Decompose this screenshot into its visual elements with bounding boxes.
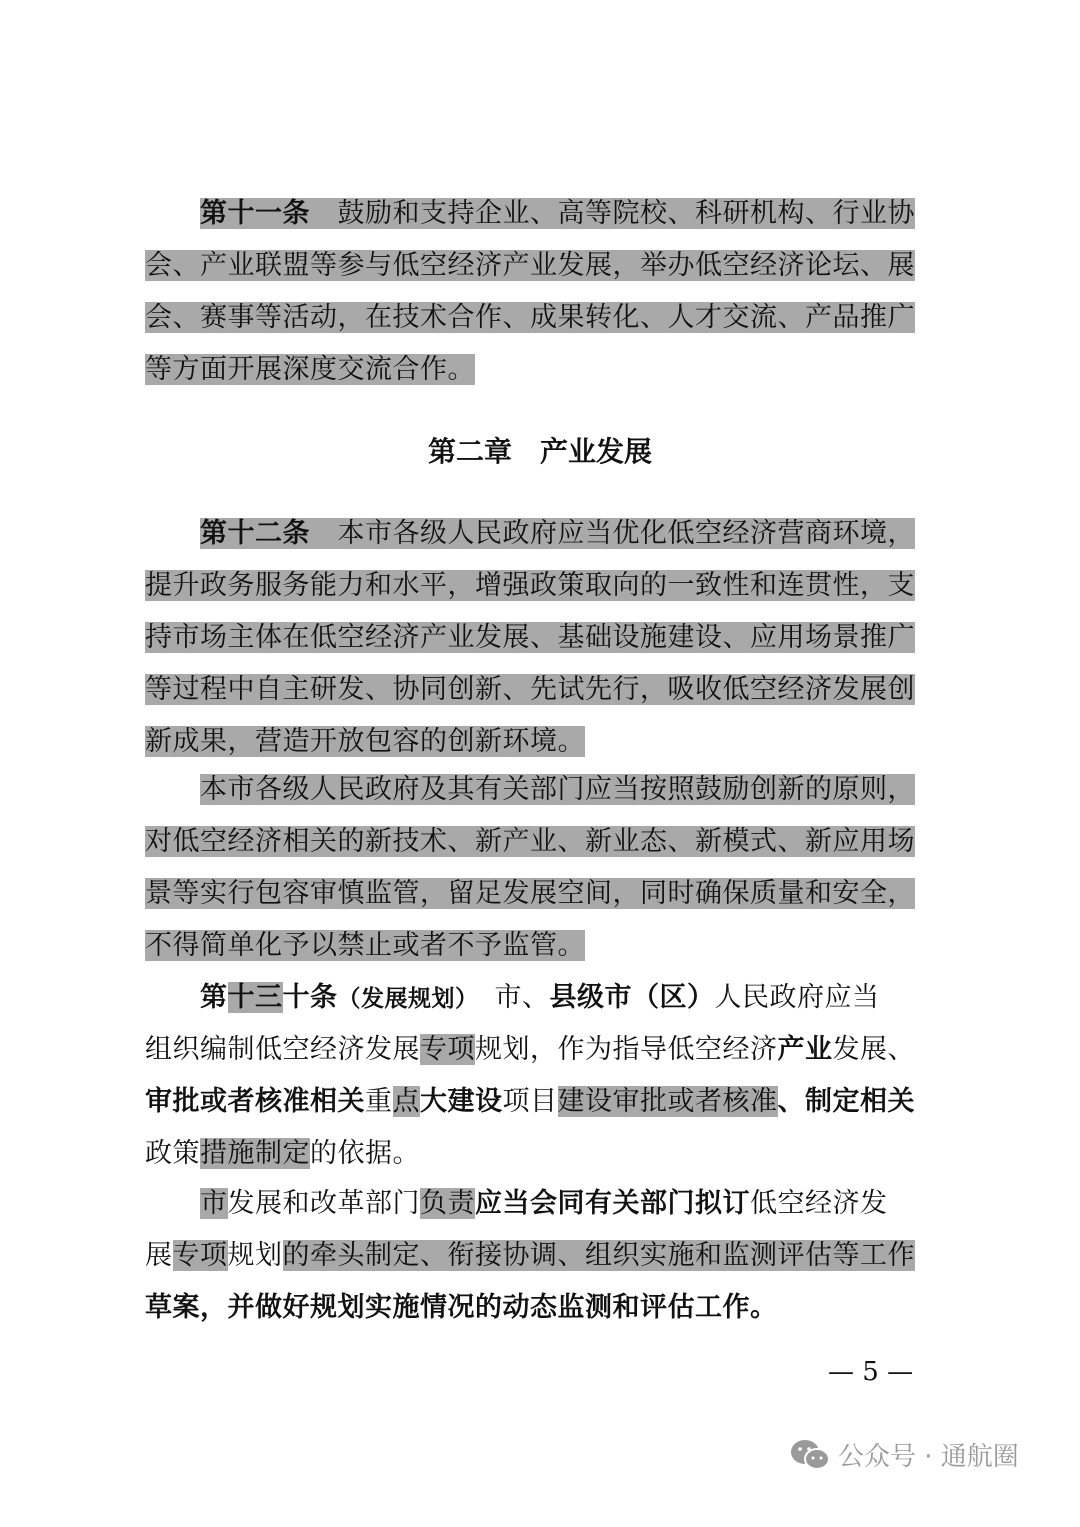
article-13-p2-text-1c: 负责 [420, 1188, 475, 1219]
article-12-text-4: 等过程中自主研发、协同创新、先试先行，吸收低空经济发展创 [145, 674, 915, 705]
article-12-text-1: 本市各级人民政府应当优化低空经济营商环境， [337, 518, 915, 549]
article-13-p2-text-1b: 发展和改革部门 [227, 1188, 420, 1219]
article-12-line-2 [145, 560, 945, 612]
article-11-text-4: 等方面开展深度交流合作。 [145, 354, 475, 385]
article-12-p2-text-4: 不得简单化予以禁止或者不予监管。 [145, 930, 585, 961]
article-13-text-3e: 项目 [502, 1086, 558, 1117]
article-13-subtitle: （发展规划） [337, 986, 467, 1012]
article-12-p2-text-2: 对低空经济相关的新技术、新产业、新业态、新模式、新应用场 [145, 826, 915, 857]
article-13-p2-text-1d: 应当会同有关部门拟订 [475, 1188, 750, 1219]
article-12-line-3 [145, 612, 945, 664]
article-11-line-4 [145, 344, 945, 396]
article-11-text-2: 会、产业联盟等参与低空经济产业发展，举办低空经济论坛、展 [145, 250, 915, 281]
article-13-text-3g: 、制定相关 [777, 1086, 915, 1117]
article-12-p2-line-3 [145, 868, 945, 920]
article-13-text-2a: 组织编制低空经济发展 [145, 1034, 420, 1065]
article-13-text-1a: 市、 [467, 982, 550, 1013]
article-12-p2-line-1 [145, 764, 945, 816]
article-13-p2-line-3 [145, 1282, 945, 1334]
article-13-text-4a: 政策 [145, 1138, 200, 1169]
article-11-line-1 [145, 188, 945, 240]
article-13-p2-text-1e: 低空经济发 [750, 1188, 888, 1219]
article-12-line-4 [145, 664, 945, 716]
watermark [790, 1436, 1019, 1473]
article-13-p2-line-2 [145, 1230, 945, 1282]
article-13-line-1 [145, 972, 945, 1024]
article-13-heading-suffix: 十条 [282, 982, 338, 1013]
article-13-text-1b: 县级市（区） [549, 982, 715, 1013]
article-13-p2-line-1 [145, 1178, 945, 1230]
article-13-heading-insert: 十三 [227, 982, 283, 1013]
article-11-line-2 [145, 240, 945, 292]
article-12-p2-text-1: 本市各级人民政府及其有关部门应当按照鼓励创新的原则， [200, 774, 915, 805]
article-12-p2-line-2 [145, 816, 945, 868]
article-12-p2-line-4 [145, 920, 945, 972]
article-13-p2-text-2c: 规划 [227, 1240, 283, 1271]
article-13-heading-prefix: 第 [200, 982, 228, 1013]
article-13-p2-text-3: 草案，并做好规划实施情况的动态监测和评估工作。 [145, 1292, 778, 1323]
watermark-text: 公众号 · 通航圈 [838, 1442, 1019, 1472]
article-13-line-4 [145, 1128, 945, 1180]
article-12-p2-text-3: 景等实行包容审慎监管，留足发展空间，同时确保质量和安全， [145, 878, 915, 909]
article-13-text-2d: 产业 [777, 1034, 833, 1065]
article-13-text-2e: 发展、 [832, 1034, 915, 1065]
article-13-text-1c: 人民政府应当 [714, 982, 880, 1013]
article-13-text-2c: 规划，作为指导低空经济 [475, 1034, 778, 1065]
article-13-p2-text-1a: 市 [200, 1188, 228, 1219]
article-13-text-4b: 措施制定 [200, 1138, 310, 1169]
article-13-p2-text-2a: 展 [145, 1240, 173, 1271]
article-13-text-4c: 的依据。 [310, 1138, 420, 1169]
article-11-heading: 第十一条 [200, 198, 310, 229]
article-13-text-2b: 专项 [420, 1034, 475, 1065]
article-12-text-2: 提升政务服务能力和水平，增强政策取向的一致性和连贯性，支 [145, 570, 915, 601]
article-11-text-1: 鼓励和支持企业、高等院校、科研机构、行业协 [337, 198, 915, 229]
article-13-line-2 [145, 1024, 945, 1076]
article-13-text-3d: 大建设 [420, 1086, 503, 1117]
wechat-icon [790, 1438, 830, 1472]
article-12-heading: 第十二条 [200, 518, 310, 549]
article-13-text-3a: 审批或者核准相关 [145, 1086, 365, 1117]
article-13-text-3b: 重 [365, 1086, 393, 1117]
article-13-p2-text-2b: 专项 [172, 1240, 228, 1271]
article-13-line-3 [145, 1076, 945, 1128]
article-13-text-3c: 点 [392, 1086, 420, 1117]
article-12-text-3: 持市场主体在低空经济产业发展、基础设施建设、应用场景推广 [145, 622, 915, 653]
article-11-text-3: 会、赛事等活动，在技术合作、成果转化、人才交流、产品推广 [145, 302, 915, 333]
article-11-line-3 [145, 292, 945, 344]
chapter-title: 第二章 产业发展 [427, 435, 652, 468]
article-12-line-5 [145, 716, 945, 768]
article-12-line-1 [145, 508, 945, 560]
article-13-p2-text-2d: 的牵头制定、衔接协调、组织实施和监测评估等工作 [282, 1240, 915, 1271]
page-number: — 5 — [828, 1357, 914, 1387]
article-12-text-5: 新成果，营造开放包容的创新环境。 [145, 726, 585, 757]
article-13-text-3f: 建设审批或者核准 [557, 1086, 778, 1117]
